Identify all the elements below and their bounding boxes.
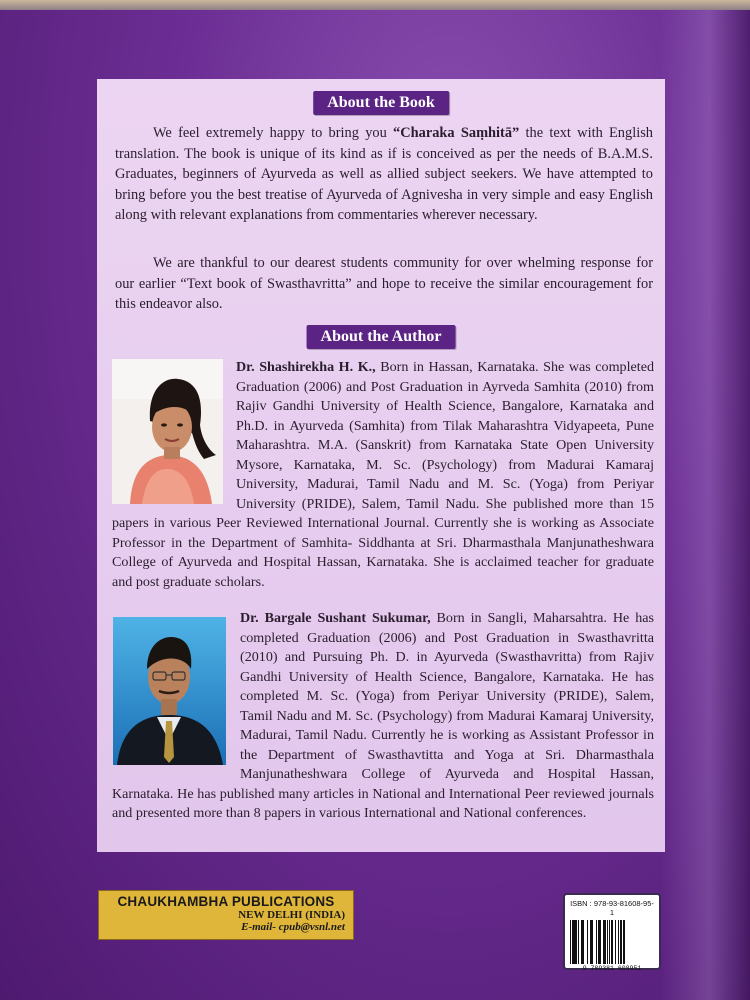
author-2-bio: Born in Sangli, Maharsahtra. He has completed Graduation (2006) and Post Graduation in Swasthavritta (2010) and Pursuing Ph. D. in Ayurveda (Swasthavritta) from Rajiv Gandhi University of Health Science, Bangalore, Karnataka. He has completed M. Sc. (Yoga) from Periyar University (PRIDE), Salem, Tamil Nadu and M. Sc. (Psychology) from Madurai Kamaraj University, Madurai, Tamil Nadu. Currently he is working as Assistant Professor in the Department of Swasthavtitta and Yoga at Sri. Dharmasthala Manjunatheshwara College of Ayurveda and Hospital Hassan, Karnataka. He has published many articles in National and International Peer reviewed journals and presented more than 8 papers in various International and National conferences. bbox=[112, 610, 655, 821]
isbn-barcode bbox=[563, 893, 661, 970]
para1-text-start: We feel extremely happy to bring you bbox=[153, 125, 394, 141]
author-1-photo bbox=[112, 359, 223, 504]
barcode-digits: 9 789381 608951 bbox=[582, 965, 642, 972]
para1-text-end: the text with English translation. The book is unique of its kind as if is conceived as per the needs of B.A.M.S. Graduates, beginners of Ayurveda as well as allied subject seekers. We have attempted to bring before you the best treatise of Ayurveda of Agnivesha in very simple and easy English along with relevant explanations from commentaries wherever necessary. bbox=[115, 125, 653, 224]
publisher-email: E-mail- cpub@vsnl.net bbox=[241, 921, 345, 933]
publisher-name: CHAUKHAMBHA PUBLICATIONS bbox=[117, 894, 335, 909]
about-book-paragraph-1 bbox=[115, 123, 653, 226]
isbn-label: ISBN : 978-93-81608-95-1 bbox=[570, 899, 654, 917]
author-1-bio: Born in Hassan, Karnataka. She was completed Graduation (2006) and Post Graduation in Ayrveda Samhita (2010) from Rajiv Gandhi University of Health Science, Bangalore, Karnataka and Ph.D. in Ayurveda (Samhita) from Tilak Maharashtra Vidyapeeta, Pune Maharashtra. M.A. (Sanskrit) from Karnataka State Open University Mysore, Karnataka, M. Sc. (Psychology) from Madurai Kamaraj University, Madurai, Tamil Nadu and M. Sc. (Yoga) from Periyar University (PRIDE), Salem, Tamil Nadu. She published more than 15 papers in various Peer Reviewed International Journal. Currently she is working as Associate Professor in the Department of Samhita- Siddhanta at Sri. Dharmasthala Manjunatheshwara College of Ayurveda and Hospital Hassan, Karnataka. She is acclaimed teacher for graduate and post graduate scholars. bbox=[112, 359, 654, 590]
barcode-stripe bbox=[625, 920, 626, 964]
about-book-heading: About the Book bbox=[313, 91, 449, 115]
cover-sheen bbox=[660, 10, 750, 1000]
about-author-heading: About the Author bbox=[307, 325, 456, 349]
author-2-photo bbox=[113, 617, 226, 765]
publisher-label bbox=[98, 890, 354, 940]
about-book-paragraph-2 bbox=[115, 253, 653, 315]
para2-text: We are thankful to our dearest students community for over whelming response for our earlier “Text book of Swasthavritta” and hope to receive the similar encouragement for this endeavor also. bbox=[115, 255, 653, 313]
author-2-name: Dr. Bargale Sushant Sukumar, bbox=[240, 610, 431, 626]
book-title: “Charaka Saṃhitā” bbox=[393, 125, 520, 141]
publisher-city: NEW DELHI (INDIA) bbox=[238, 909, 345, 921]
content-panel bbox=[97, 79, 665, 852]
author-1-name: Dr. Shashirekha H. K., bbox=[236, 359, 376, 375]
barcode-icon bbox=[570, 920, 654, 964]
